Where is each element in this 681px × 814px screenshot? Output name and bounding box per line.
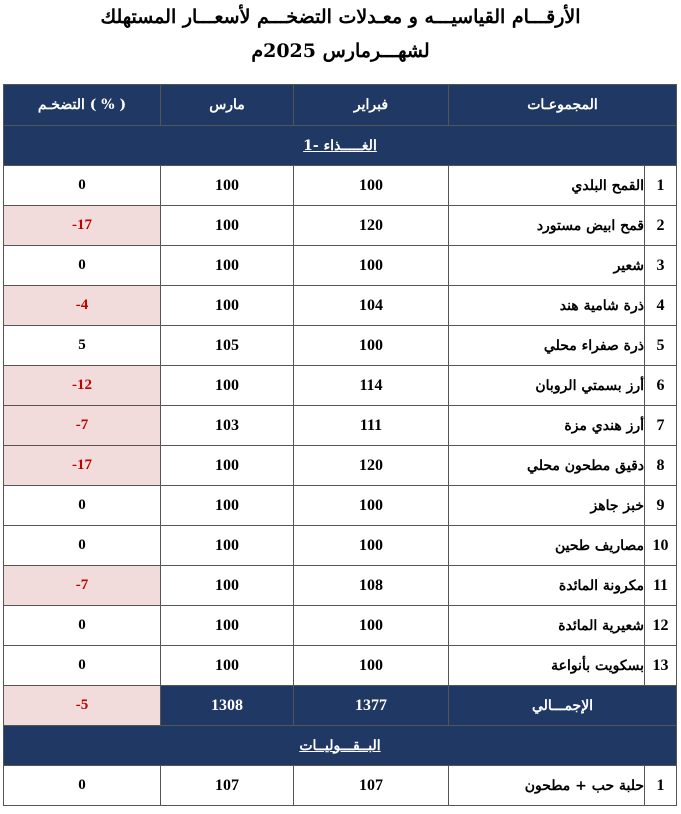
february-cell: 104 <box>294 286 449 326</box>
item-name-cell: أرز هندي مزة <box>449 406 645 446</box>
item-name-cell: قمح ابيض مستورد <box>449 206 645 246</box>
table-row <box>4 526 677 566</box>
inflation-cell: 0 <box>4 166 161 206</box>
item-name-cell: حلبة حب + مطحون <box>449 766 645 806</box>
march-cell: 100 <box>161 486 294 526</box>
item-name-cell: خبز جاهز <box>449 486 645 526</box>
inflation-cell: 0 <box>4 486 161 526</box>
item-name-cell: ذرة شامية هند <box>449 286 645 326</box>
row-number-cell: 2 <box>645 206 677 246</box>
table-header <box>4 85 677 126</box>
row-number-cell: 1 <box>645 766 677 806</box>
report-subtitle: لشهـــرمارس 2025م <box>251 40 430 62</box>
table-row <box>4 406 677 446</box>
table-row <box>4 206 677 246</box>
february-cell: 111 <box>294 406 449 446</box>
row-number-cell: 10 <box>645 526 677 566</box>
february-cell: 120 <box>294 446 449 486</box>
header-groups: المجموعـات <box>449 85 677 126</box>
table-row <box>4 326 677 366</box>
row-number-cell: 8 <box>645 446 677 486</box>
table-row <box>4 246 677 286</box>
item-name-cell: مكرونة المائدة <box>449 566 645 606</box>
table-row <box>4 446 677 486</box>
february-cell: 100 <box>294 486 449 526</box>
table-row <box>4 646 677 686</box>
march-cell: 100 <box>161 566 294 606</box>
row-number-cell: 1 <box>645 166 677 206</box>
header-february: فبراير <box>294 85 449 126</box>
total-inflation-cell: -5 <box>4 686 161 726</box>
february-cell: 100 <box>294 246 449 286</box>
section-title: 1- الغـــــذاء <box>303 137 377 154</box>
table-row <box>4 486 677 526</box>
row-number-cell: 3 <box>645 246 677 286</box>
february-cell: 100 <box>294 326 449 366</box>
february-cell: 108 <box>294 566 449 606</box>
section-header <box>4 726 677 766</box>
march-cell: 107 <box>161 766 294 806</box>
row-number-cell: 12 <box>645 606 677 646</box>
february-cell: 100 <box>294 606 449 646</box>
total-march-cell: 1308 <box>161 686 294 726</box>
total-row <box>4 686 677 726</box>
march-cell: 100 <box>161 166 294 206</box>
table-row <box>4 566 677 606</box>
row-number-cell: 5 <box>645 326 677 366</box>
section-title-cell <box>4 726 677 766</box>
item-name-cell: ذرة صفراء محلي <box>449 326 645 366</box>
row-number-cell: 7 <box>645 406 677 446</box>
table-row <box>4 166 677 206</box>
march-cell: 100 <box>161 246 294 286</box>
march-cell: 100 <box>161 286 294 326</box>
inflation-cell: -12 <box>4 366 161 406</box>
march-cell: 100 <box>161 526 294 566</box>
february-cell: 100 <box>294 646 449 686</box>
total-label-cell: الإجمـــالي <box>449 686 677 726</box>
table-row <box>4 366 677 406</box>
inflation-cell: -7 <box>4 566 161 606</box>
inflation-cell: -7 <box>4 406 161 446</box>
table-row <box>4 286 677 326</box>
section-title-cell <box>4 126 677 166</box>
inflation-cell: 0 <box>4 246 161 286</box>
total-february-cell: 1377 <box>294 686 449 726</box>
table-row <box>4 606 677 646</box>
march-cell: 100 <box>161 646 294 686</box>
february-cell: 107 <box>294 766 449 806</box>
row-number-cell: 6 <box>645 366 677 406</box>
february-cell: 120 <box>294 206 449 246</box>
inflation-cell: -17 <box>4 206 161 246</box>
march-cell: 105 <box>161 326 294 366</box>
item-name-cell: دقيق مطحون محلي <box>449 446 645 486</box>
item-name-cell: القمح البلدي <box>449 166 645 206</box>
inflation-cell: 0 <box>4 526 161 566</box>
march-cell: 100 <box>161 606 294 646</box>
inflation-cell: 0 <box>4 766 161 806</box>
row-number-cell: 11 <box>645 566 677 606</box>
inflation-cell: 5 <box>4 326 161 366</box>
item-name-cell: أرز بسمتي الروبان <box>449 366 645 406</box>
table-row <box>4 766 677 806</box>
item-name-cell: شعير <box>449 246 645 286</box>
march-cell: 100 <box>161 366 294 406</box>
march-cell: 100 <box>161 446 294 486</box>
item-name-cell: شعيرية المائدة <box>449 606 645 646</box>
inflation-cell: 0 <box>4 606 161 646</box>
february-cell: 114 <box>294 366 449 406</box>
march-cell: 103 <box>161 406 294 446</box>
section-title: البــقـــوليــات <box>299 737 381 754</box>
item-name-cell: مصاريف طحين <box>449 526 645 566</box>
inflation-cell: -4 <box>4 286 161 326</box>
inflation-cell: 0 <box>4 646 161 686</box>
march-cell: 100 <box>161 206 294 246</box>
row-number-cell: 13 <box>645 646 677 686</box>
report-title: الأرقـــام القياسيـــه و معـدلات التضخـــم لأسعـــار المستهلك <box>100 6 581 28</box>
item-name-cell: بسكويت بأنواعة <box>449 646 645 686</box>
february-cell: 100 <box>294 166 449 206</box>
header-march: مارس <box>161 85 294 126</box>
section-header <box>4 126 677 166</box>
february-cell: 100 <box>294 526 449 566</box>
price-index-table <box>3 84 677 806</box>
header-inflation: التضخـم ( % ) <box>4 85 161 126</box>
inflation-cell: -17 <box>4 446 161 486</box>
row-number-cell: 9 <box>645 486 677 526</box>
row-number-cell: 4 <box>645 286 677 326</box>
